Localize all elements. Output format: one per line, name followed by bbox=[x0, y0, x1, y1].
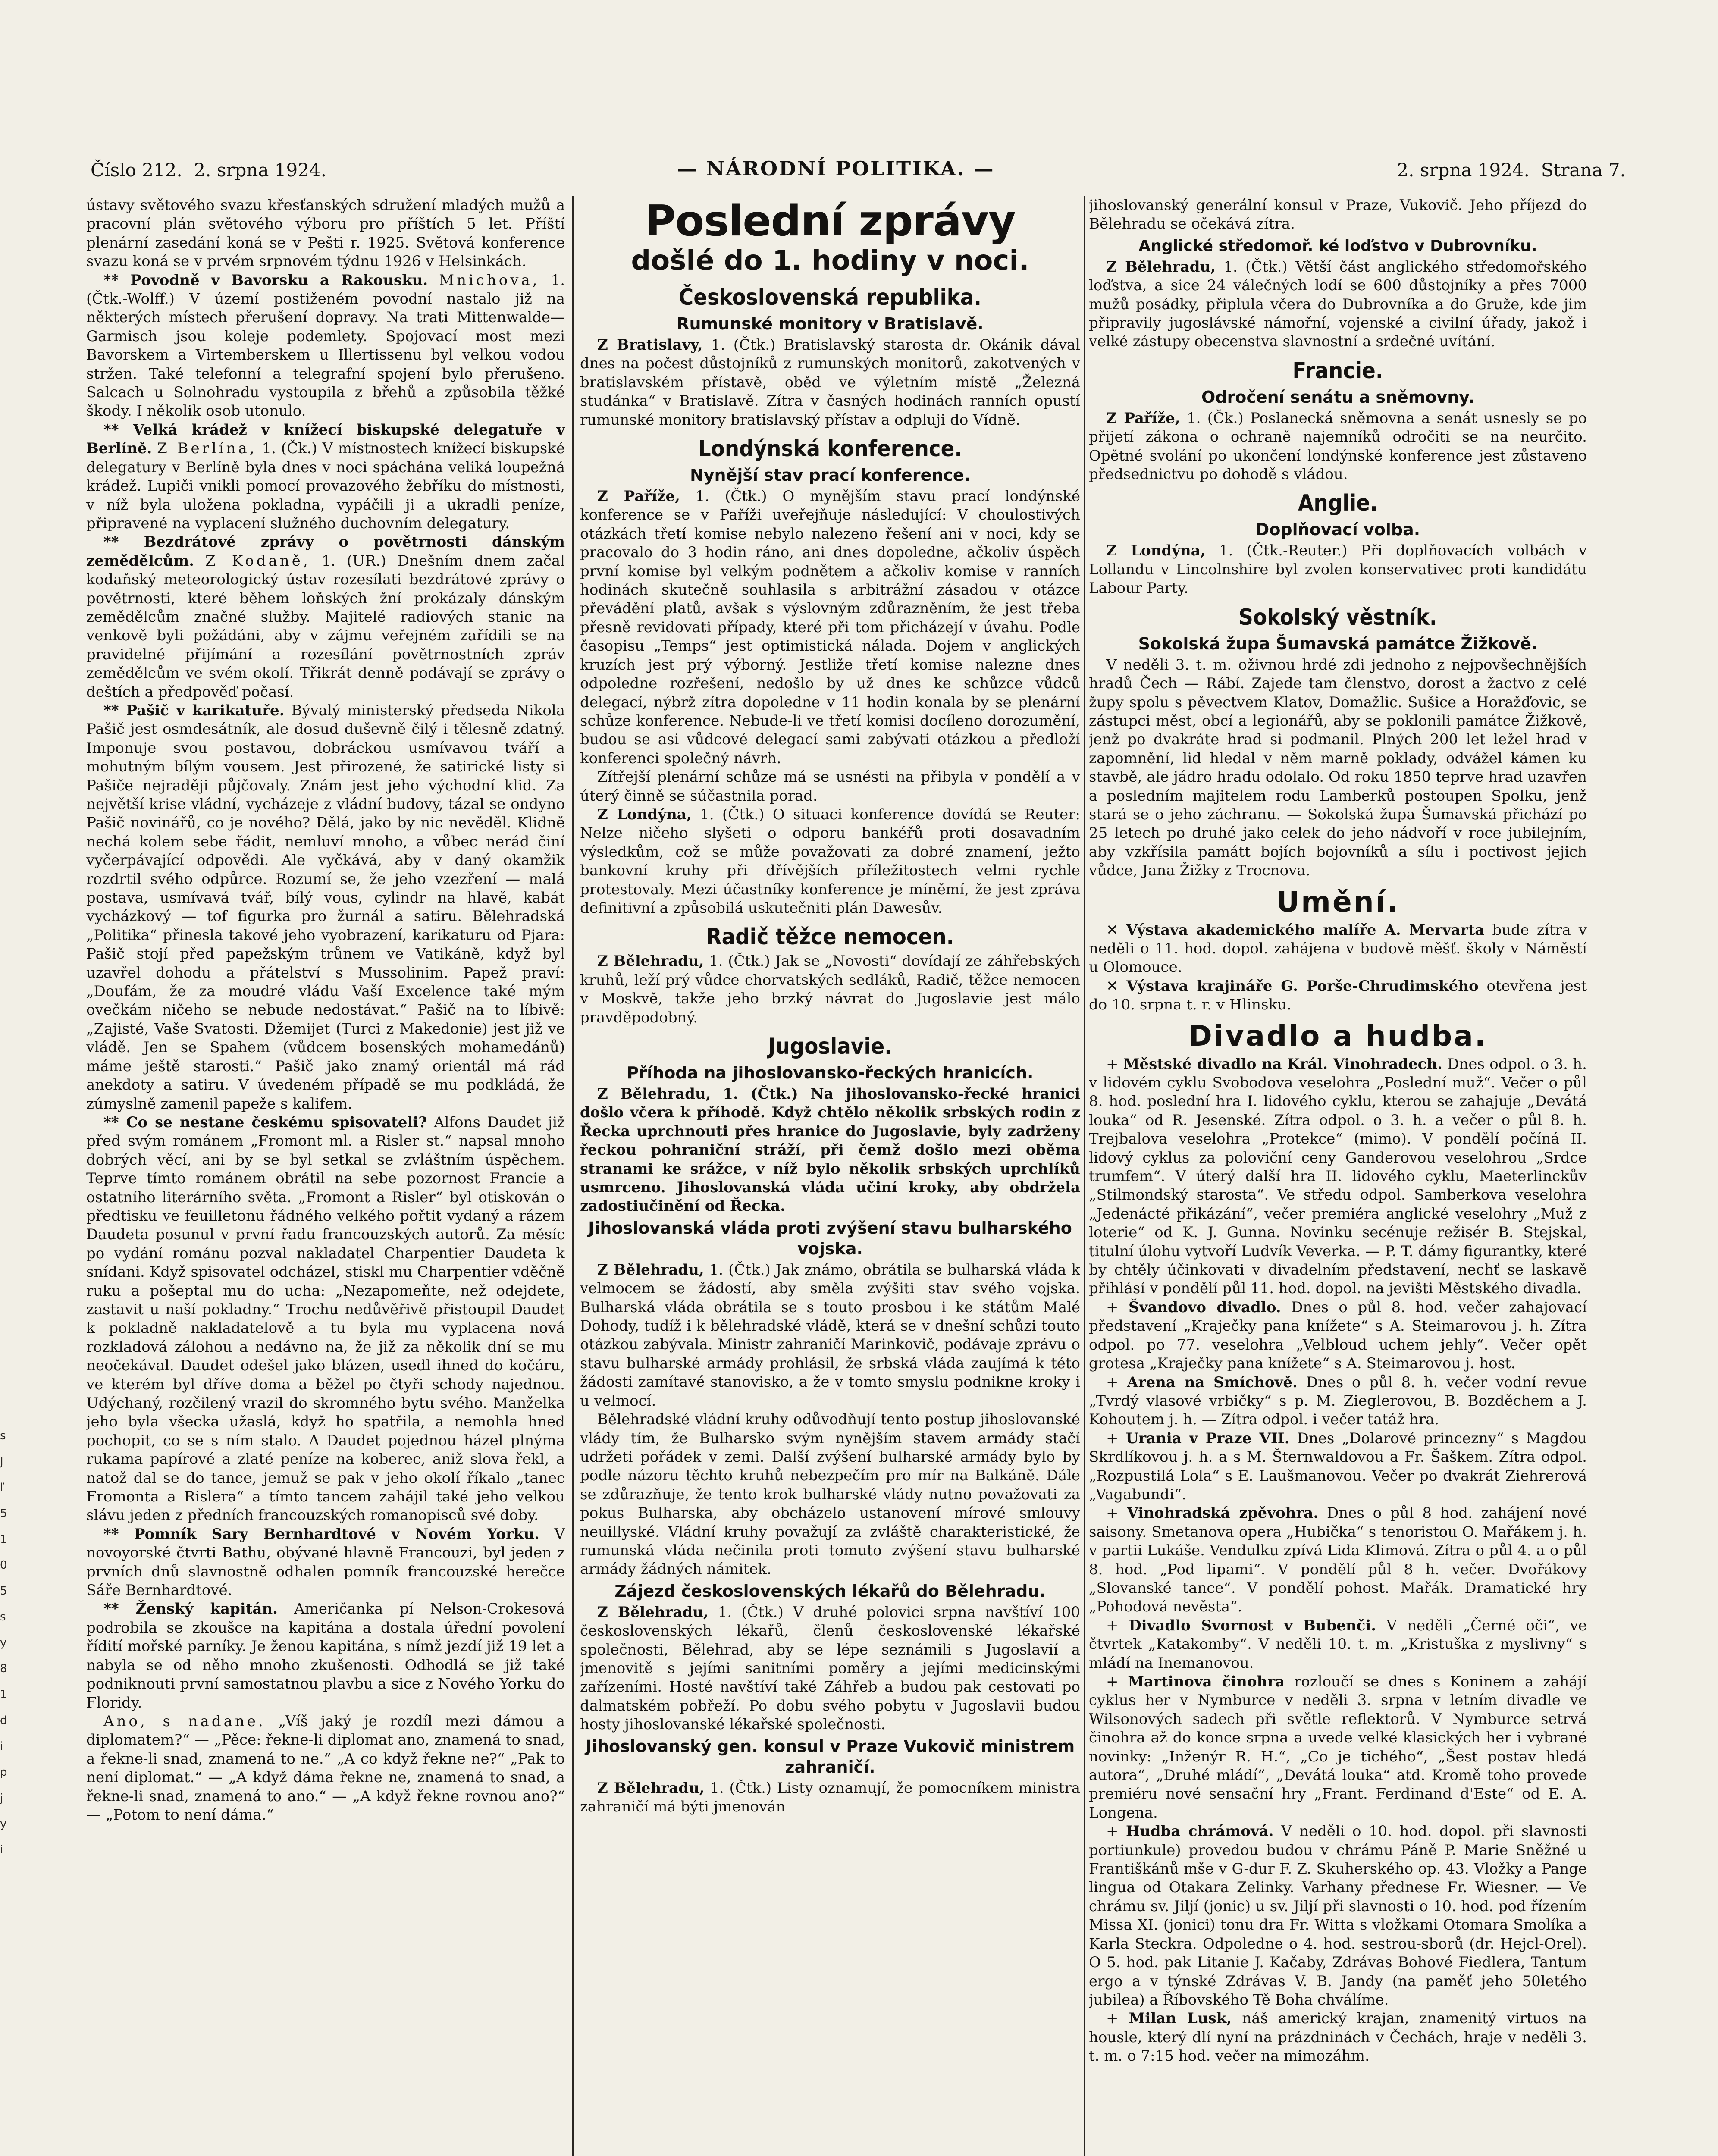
dateline-place: Z Bělehradu, bbox=[597, 1603, 709, 1621]
article-paragraph bbox=[1089, 258, 1587, 351]
margin-mark: 5 bbox=[0, 1507, 7, 1520]
margin-mark: y bbox=[0, 1636, 7, 1649]
article-body: rozloučí se dnes s Koninem a zahájí cyklus her v Nymburce v neděli 3. srpna v letním divadle ve Wilsonových sadech při světle reflektorů. V Nymburce setrvá činohra až do konce srpna a uvede velké klasických her i vybrané novinky: „Inženýr R. H.“, „Co je tichého“, „Šest postav hledá autora“, „Druhé mládí“, „Devátá louka“ atd. Kromě toho provede premiéru nové sensační hry „Frant. Ferdinand d'Este“ od E. A. Longena. bbox=[1089, 1673, 1587, 1821]
dateline-place: Z Kodaně, bbox=[205, 552, 310, 570]
header-date-right: 2. srpna 1924. bbox=[1397, 160, 1530, 181]
margin-mark: J bbox=[0, 1455, 3, 1468]
article-heading: Zájezd československých lékařů do Bělehradu. bbox=[614, 1581, 1046, 1601]
article-headline: ** Ženský kapitán. bbox=[103, 1600, 278, 1618]
article-paragraph bbox=[580, 1085, 1080, 1216]
article-body: 1. (Čtk.) Jak známo, obrátila se bulharská vláda k velmocem se žádostí, aby směla zvýšiti stav svého vojska. Bulharská vláda obrátila se s touto prosbou i ke státům Malé Dohody, tudíž i k bělehradské vládě, která se v dnešní schůzi touto otázkou zabývala. Ministr zahraničí Marinkovič, podávaje zprávu o stavu bulharské armády prohlásil, že srbská vláda zaujímá k této žádosti zamítavé stanovisko, a že v tomto smyslu podnikne kroky i u velmocí. bbox=[580, 1261, 1080, 1410]
article-kapitan bbox=[86, 1600, 565, 1712]
dateline-place: Mnichova, bbox=[439, 271, 540, 289]
article-pasic bbox=[86, 702, 565, 1113]
section-heading: Anglie. bbox=[1298, 490, 1378, 517]
article-body: V novoyorské čtvrti Bathu, obývané hlavně Francouzi, byl jeden z prvních dnů slavnostně odhalen pomník francouzské herečce Sáře Bernhardtové. bbox=[86, 1525, 565, 1599]
article-headline: Divadlo Svornost v Bubenči. bbox=[1129, 1617, 1376, 1634]
article-paragraph bbox=[580, 336, 1080, 429]
header-right bbox=[1397, 160, 1626, 181]
page-header bbox=[91, 157, 1626, 190]
article-headline: Výstava krajináře G. Porše-Chrudimského bbox=[1126, 977, 1479, 995]
article-body: Dnes o půl 8. hod. večer zahajovací představení „Kraječky pana knížete“ s A. Steimarovou j. h. Zítra odpol. po 77. veselohra „Velbloud uchem jehly“. Večer opět grotesa „Kraječky pana knížete“ s A. Steimarovou j. host. bbox=[1089, 1298, 1587, 1373]
section-heading: Umění. bbox=[1276, 885, 1400, 918]
article-anekdota bbox=[86, 1712, 565, 1824]
article-body: 1. (Čtk.) Větší část anglického středomořského loďstva, a sice 24 válečných lodí se 600 důstojníky a přes 7000 mužů posádky, připlula včera do Dubrovníka a do Gruže, kde jim připravily jugoslávské námořní, vojenské a civilní úřady, jakož i velké zástupy obecenstva slavnostní a srdečné uvítání. bbox=[1089, 258, 1587, 351]
article-body: Bývalý ministerský předseda Nikola Pašič jest osmdesátník, ale dosud duševně čilý i tělesně zdatný. Imponuje svou postavou, dobráckou usmívavou tváří a mohutným bílým vousem. Jest přirozené, že satirické listy si Pašiče nejraději půjčovaly. Znám jest jeho východní klid. Za největší krise vládní, vycházeje z vládní budovy, tázal se ondyno Pašič novinářů, co je nového? Dělá, jako by nic nevěděl. Klidně nechá kolem sebe řádit, nemluví mnoho, a vůbec nerád činí vyčerpávající odpovědi. Ale vyčkává, aby v daný okamžik rozdrtil svého odpůrce. Rozumí se, že jeho vzezření — malá postava, usmívavá tvář, bílý vous, cylindr na hlavě, kabát vycházkový — tof figurka pro žurnál a satiru. Bělehradská „Politika“ přinesla takové jeho vyobrazení, karikaturu od Pjara: Pašič stojí před papežským trůnem ve Vatikáně, když byl uzavřel dohodu a přátelství s Mussolinim. Papež praví: „Doufám, že za moudré vládu Vaší Excelence také mým ovečkám ničeho se nebude nedostávat.“ Pašič na to líbivě: „Zajisté, Vaše Svatosti. Džemijet (Turci z Makedonie) jest již ve vládě. Jen se Spahem (vůdcem bosenských mohamedánů) máme ještě starosti.“ Pašič jako znamý orientál má rád anekdoty a satiru. V úvedeném případě se mu podkládá, že zúmyslně zamenil papeže s kalifem. bbox=[86, 702, 565, 1112]
article-paragraph: ✕ Výstava akademického malíře A. Mervarta bude zítra v neděli o 11. hod. dopol. zahájena v budově měšť. školy v Náměstí u Olomouce. bbox=[1089, 921, 1587, 976]
article-body: Američanka pí Nelson-Crokesová podrobila se zkoušce na kapitána a dostala úřední povolení řídití mořské parníky. Je ženou kapitána, s nímž jezdí již 19 let a nabyla se od něho mnoho zkušenosti. Odhodlá se již také podniknouti první samostatnou plavbu a sice z Nového Yorku do Floridy. bbox=[86, 1600, 565, 1711]
article-heading: Jihoslovanský gen. konsul v Praze Vukovič ministrem zahraničí. bbox=[585, 1736, 1075, 1777]
article-body: V neděli o 10. hod. dopol. při slavnosti portiunkule) provedou budou v chrámu Páně P. Marie Sněžné u Františkánů mše v G-dur F. Z. Skuherského op. 43. Vložky a Pange lingua od Otakara Zelinky. Varhany přednese Fr. Wiesner. — Ve chrámu sv. Jiljí (jonic) u sv. Jiljí při slavnosti o 10. hod. pod řízením Missa XI. (jonici) tonu dra Fr. Witta s vložkami Otomara Smolíka a Karla Steckra. Odpoledne o 4. hod. sestrou-sborů (dr. Hejcl-Orel). O 5. hod. pak Litanie J. Kačaby, Zdrávas Bohové Fiedlera, Tantum ergo a v týnské Zdrávas V. B. Jandy (na paměť jeho 50letého jubilea) a Říbovského Tě Boha chválíme. bbox=[1089, 1823, 1587, 2009]
article-body: 1. (UR.) Dnešním dnem začal kodaňský meteorologický ústav rozesílati bezdrátové zprávy o povětrnosti, které během loňských žní prokázaly dánským zemědělcům značné služby. Majitelé radiových stanic na venkově byli požádáni, aby v zájmu veřejném zařídili se na pravidelné přijímání a rozesílání povětrnostních zpráv zemědělcům ve svém okolí. Třikrát denně podávají se zprávy o deštích a předpověď počasí. bbox=[86, 552, 565, 701]
margin-mark: 1 bbox=[0, 1533, 7, 1546]
article-headline: Hudba chrámová. bbox=[1125, 1823, 1274, 1840]
margin-mark: i bbox=[0, 1843, 3, 1856]
article-paragraph: V neděli 3. t. m. oživnou hrdé zdi jednoho z nejpovšechnějších hradů Čech — Rábí. Zajede tam členstvo, dorost a žactvo z celé župy spolu s pěvectvem Klatov, Domažlic. Sušice a Horažďovic, se zástupci měst, obcí a legionářů, aby se poklonili památce Žižkově, jenž po dvakráte hrad si podmanil. Plných 200 let ležel hrad v zapomnění, lid hledal v něm marně poklady, odvážel kámen ku stavbě, ale jádro hradu odolalo. Od roku 1850 teprve hrad uzavřen a posledním majitelem rodu Lamberků postoupen Spolku, jenž stará se o jeho záchranu. — Sokolská župa Šumavská přichází po 25 letech po druhé jako celek do jeho nádvoří v roce jubilejním, aby vzkřísila památt bojích bojovníků a sílu i poctivost jejich vůdce, Jana Žižky z Trocnova. bbox=[1089, 656, 1587, 880]
article-body: „Víš jaký je rozdíl mezi dámou a diplomatem?“ — „Pěce: řekne-li diplomat ano, znamená to snad, a řekne-li snad, znamená to ne.“ „A co když řekne ne?“ „Pak to není diplomat.“ — „A když dáma řekne ne, znamená to snad, a řekne-li snad, znamená to ano.“ — „A když řekne rovnou ano?“ — „Potom to není dáma.“ bbox=[86, 1712, 565, 1824]
header-left bbox=[91, 160, 326, 181]
article-paragraph: + Milan Lusk, náš americký krajan, znamenitý virtuos na housle, který dlí nyní na prázdninách v Čechách, hraje v neděli 3. t. m. o 7:15 hod. večer na mimozáhm. bbox=[1089, 2010, 1587, 2065]
margin-mark: y bbox=[0, 1818, 7, 1830]
dateline-place: Z Paříže, bbox=[597, 488, 680, 505]
article-body: 1. (Čtk.) Jak se „Novosti“ dovídají ze záhřebských kruhů, leží prý vůdce chorvatských sedláků, Radič, těžce nemocen v Moskvě, takže jeho brzký návrat do Jugoslavie jest málo pravděpodobný. bbox=[580, 953, 1080, 1026]
margin-mark: 5 bbox=[0, 1585, 7, 1598]
article-heading: Příhoda na jihoslovansko-řeckých hranicích. bbox=[627, 1063, 1034, 1082]
article-paragraph bbox=[580, 487, 1080, 768]
margin-mark: i bbox=[0, 1740, 3, 1753]
article-body: 1. (Čtk.) Bratislavský starosta dr. Okánik dával dnes na počest důstojníků z rumunských monitorů, zakotvených v bratislavském přístavě, oběd ve výletním místě „Železná studánka“ v Bratislavě. Zítra v časných hodinách ranních opustí rumunské monitory bratislavský přístav a odpluji do Vídně. bbox=[580, 336, 1080, 429]
article-headline: Martinova činohra bbox=[1128, 1673, 1285, 1690]
article-headline: ** Pašič v karikatuře. bbox=[103, 702, 285, 719]
section-subtitle-deadline: došlé do 1. hodiny v noci. bbox=[631, 245, 1029, 277]
article-paragraph bbox=[580, 805, 1080, 918]
column-1 bbox=[86, 196, 565, 2156]
article-paragraph bbox=[580, 1603, 1080, 1734]
article-headline: Ano, s nadane. bbox=[103, 1712, 266, 1730]
page-number: Strana 7. bbox=[1541, 160, 1626, 181]
article-paragraph: + Urania v Praze VII. Dnes „Dolarové princezny“ s Magdou Skrdlíkovou j. h. a s M. Šternwaldovou a Fr. Šaškem. Zítra odpol. „Rozpustilá Lola“ s E. Laušmanovou. Večer po dvakrát Ziehrerová „Vagabundi“. bbox=[1089, 1429, 1587, 1503]
section-heading: Francie. bbox=[1292, 357, 1383, 384]
section-heading: Divadlo a hudba. bbox=[1188, 1019, 1487, 1053]
article-body: 1. (Čtk.-Wolff.) V území postiženém povodní nastalo již na některých místech přerušení dopravy. Na trati Mittenwalde—Garmisch jsou koleje podemlety. Spojovací most mezi Bavorskem a Virtemberskem u Illertissenu byl velkou vodou stržen. Také telefonní a telegrafní spojení bylo přerušeno. Salcach u Solnohradu vystoupila z břehů a způsobila těžké škody. I několik osob utonulo. bbox=[86, 271, 565, 420]
article-body: Dnes „Dolarové princezny“ s Magdou Skrdlíkovou j. h. a s M. Šternwaldovou a Fr. Šaškem. Zítra odpol. „Rozpustilá Lola“ s E. Laušmanovou. Večer po dvakrát Ziehrerová „Vagabundi“. bbox=[1089, 1429, 1587, 1503]
article-body: Dnes o půl 8 hod. zahájení nové saisony. Smetanova opera „Hubička“ s tenoristou O. Mařákem j. h. v partii Lukáše. Vendulku zpívá Lida Klimová. Zítra o půl 4. a o půl 8. hod. „Pod lipami“. V pondělí půl 8 h. večer. Dvořákovy „Slovanské tance“. V pondělí pohost. Mařák. Dramatické hry „Pohodová nevěsta“. bbox=[1089, 1504, 1587, 1616]
section-heading: Jugoslavie. bbox=[768, 1034, 892, 1059]
article-paragraph bbox=[1089, 542, 1587, 598]
article-paragraph: + Hudba chrámová. V neděli o 10. hod. dopol. při slavnosti portiunkule) provedou budou v chrámu Páně P. Marie Sněžné u Františkánů mše v G-dur F. Z. Skuherského op. 43. Vložky a Pange lingua od Otakara Zelinky. Varhany přednese Fr. Wiesner. — Ve chrámu sv. Jiljí (jonic) u sv. Jiljí při slavnosti o 10. hod. pod řízením Missa XI. (jonici) tonu dra Fr. Witta s vložkami Otomara Smolíka a Karla Steckra. Odpoledne o 4. hod. sestrou-sborů (dr. Hejcl-Orel). O 5. hod. pak Litanie J. Kačaby, Zdrávas Bohové Fiedlera, Tantum ergo a v týnské Zdrávas V. B. Jandy (na paměť jeho 50letého jubilea) a Říbovského Tě Boha chválíme. bbox=[1089, 1823, 1587, 2009]
article-heading: Nynější stav prací konference. bbox=[690, 466, 971, 485]
dateline-place: Z Berlína, bbox=[157, 440, 257, 458]
article-paragraph bbox=[580, 1779, 1080, 1817]
margin-mark: s bbox=[0, 1429, 6, 1442]
article-body: Dnes o půl 8. h. večer vodní revue „Tvrdý vlasové vrbičky“ s p. M. Zieglerovou, B. Bozděchem a J. Kohoutem j. h. — Zítra odpol. i večer tatáž hra. bbox=[1089, 1373, 1587, 1429]
margin-mark: 1 bbox=[0, 1688, 7, 1701]
article-headline: ** Povodně v Bavorsku a Rakousku. bbox=[103, 271, 428, 289]
article-body: 1. (Čtk.) O situaci konference dovídá se Reuter: Nelze ničeho slyšeti o odporu bankéřů proti dosavadním výsledkům, což se může považovati za dobré znamení, ježto bankovní kruhy při dřívějších příležitostech velmi rychle protestovaly. Mezi účastníky konference je míněmí, že jest zpráva definitivní a způsobilá uskutečniti plán Dawesův. bbox=[580, 805, 1080, 917]
article-body: 1. (Čtk.) O mynějším stavu prací londýnské konference se v Paříži uveřejňuje následující: V choulostivých otázkách třetí komise nebylo nalezeno řešení ani v noci, kdy se pracovalo do 3 hodin ráno, ani dnes dopoledne, ačkoliv úspěch první komise byl velkým podnětem a ačkoliv komise v ranních hodinách skutečně souhlasila s arbitrážní zásadou v otázce převádění platů, avšak s výslovným zdůrazněním, že jest třeba přesně revidovati případy, které při tom přicházejí v úvahu. Podle časopisu „Temps“ jest optimistická nálada. Dojem v anglických kruzích jest prý výborný. Jestliže třetí komise nalezne dnes odpoledne rozřešení, nedošlo by už dnes ke schůzce vůdců delegací, nýbrž zítra dopoledne v 11 hodin konala by se plenární schůze konference. Nebude-li ve třetí komisi docíleno dorozumění, budou se asi vůdcové delegací sami zabývati otázkou a předloží konferenci společný návrh. bbox=[580, 488, 1080, 767]
margin-mark: p bbox=[0, 1766, 7, 1779]
column-2 bbox=[580, 196, 1080, 2156]
article-paragraph: ✕ Výstava krajináře G. Porše-Chrudimského otevřena jest do 10. srpna t. r. v Hlinsku. bbox=[1089, 977, 1587, 1014]
article-headline: Výstava akademického malíře A. Mervarta bbox=[1126, 921, 1485, 939]
article-headline: ** Velká krádež v knížecí biskupské delegatuře v Berlíně. bbox=[86, 421, 565, 458]
dateline-place: Z Londýna, bbox=[1106, 542, 1206, 560]
margin-mark: j bbox=[0, 1792, 3, 1805]
section-heading: Londýnská konference. bbox=[698, 436, 962, 462]
article-paragraph bbox=[580, 1261, 1080, 1410]
section-title-latest-news: Poslední zprávy bbox=[645, 197, 1016, 246]
column-rule-2 bbox=[1084, 196, 1085, 2156]
dateline-place: Z Bělehradu, bbox=[597, 953, 704, 970]
article-headline: ** Pomník Sary Bernhardtové v Novém Yorku. bbox=[103, 1525, 540, 1543]
article-paragraph: + Arena na Smíchově. Dnes o půl 8. h. večer vodní revue „Tvrdý vlasové vrbičky“ s p. M. Zieglerovou, B. Bozděchem a J. Kohoutem j. h. — Zítra odpol. i večer tatáž hra. bbox=[1089, 1373, 1587, 1429]
article-paragraph: Zítřejší plenární schůze má se usnésti na přibyla v pondělí a v úterý činně se súčastnila porad. bbox=[580, 768, 1080, 805]
article-paragraph bbox=[580, 952, 1080, 1027]
column-3 bbox=[1089, 196, 1587, 2156]
dateline-place: Z Londýna, bbox=[597, 805, 692, 823]
article-body: Alfons Daudet již před svým románem „Fromont ml. a Risler st.“ napsal mnoho dobrých věcí, ani by se byl setkal se zvláštním úspěchem. Teprve tímto románem obrátil na sebe pozornost Francie a ostatního literárního světa. „Fromont a Risler“ byl otiskován o předtisku ve feuilletonu řádného velkého pořtit vydaný a rázem Daudeta posunul v první řadu francouzských autorů. Za měsíc po vydání románu pozval nakladatel Charpentier Daudeta k snídani. Když spisovatel odcházel, stiskl mu Charpentier vděčně ruku a pošeptal mu do ucha: „Nezapomeňte, než odejdete, zastavit u naší pokladny.“ Trochu nedůvěřivě přistoupil Daudet k pokladně nakladatelově a tu byla mu vyplacena nová rozkladová zálohou a nedávno na, že již za několik dní se mu neočekával. Daudet odešel jako blázen, usedl ihned do kočáru, ve kterém byl dříve doma a běžel po čtyři schody najednou. Udýchaný, rozčilený vrazil do skromného bytu svého. Manželka jeho byla všecka užaslá, když ho spatřila, a nemohla hned pochopit, co se s ním stalo. A Daudet pojednou házel plnýma rukama papírové a zlaté peníze na koberec, aniž slova řekl, a natož dal se do tance, jemuž se pak v jeho okolí říkalo „tanec Fromonta a Rislera“ a tímto tancem zahájil také jeho velkou slávu jeden z předních francouzských romanopisců své doby. bbox=[86, 1113, 565, 1524]
dateline-place: Z Bělehradu, bbox=[597, 1085, 711, 1103]
margin-mark: ľ bbox=[0, 1481, 4, 1494]
article-headline: Městské divadlo na Král. Vinohradech. bbox=[1123, 1055, 1442, 1073]
article-body: 1. (Čk.) Poslanecká sněmovna a senát usnesly se po přijetí zákona o ochraně najemníků odročiti se na neurčito. Opětné svolání po ukončení londýnské konference jest zůstaveno předsednictvu po dohodě s vládou. bbox=[1089, 409, 1587, 483]
article-paragraph: + Martinova činohra rozloučí se dnes s Koninem a zahájí cyklus her v Nymburce v neděli 3. srpna v letním divadle ve Wilsonových sadech při světle reflektorů. V Nymburce setrvá činohra až do konce srpna a uvede velké klasických her i vybrané novinky: „Inženýr R. H.“, „Co je tichého“, „Šest postav hledá autora“, „Druhé mládí“, „Devátá louka“ atd. Kromě toho provede premiéru nové sensační hry „Frant. Ferdinand d'Este“ od E. A. Longena. bbox=[1089, 1673, 1587, 1821]
article-paragraph bbox=[1089, 409, 1587, 484]
margin-mark: 0 bbox=[0, 1559, 7, 1572]
column-rule-1 bbox=[572, 196, 574, 2156]
article-heading: Jihoslovanská vláda proti zvýšení stavu bulharského vojska. bbox=[588, 1218, 1072, 1258]
margin-mark: 8 bbox=[0, 1662, 7, 1675]
dateline-place: Z Bělehradu, bbox=[597, 1779, 705, 1797]
article-paragraph: ústavy světového svazu křesťanských sdružení mladých mužů a pracovní plán světového výboru pro příštích 5 let. Příští plenární zasedání koná se v Pešti r. 1925. Světová konference svazu koná se v prvém srpnovém týdnu 1926 v Helsinkách. bbox=[86, 197, 565, 270]
article-heading: Rumunské monitory v Bratislavě. bbox=[677, 314, 984, 333]
article-paragraph: jihoslovanský generální konsul v Praze, Vukovič. Jeho příjezd do Bělehradu se očekává zítra. bbox=[1089, 197, 1587, 233]
article-paragraph: + Divadlo Svornost v Bubenči. V neděli „Černé oči“, ve čtvrtek „Katakomby“. V neděli 10. t. m. „Kristuška z myslivny“ s mládí na Inemanovou. bbox=[1089, 1617, 1587, 1672]
article-heading: Sokolská župa Šumavská památce Žižkově. bbox=[1138, 634, 1538, 653]
article-heading: Doplňovací volba. bbox=[1255, 520, 1420, 539]
section-heading: Sokolský věstník. bbox=[1238, 604, 1437, 630]
margin-mark: s bbox=[0, 1611, 6, 1623]
article-body: V neděli „Černé oči“, ve čtvrtek „Katakomby“. V neděli 10. t. m. „Kristuška z myslivny“ s mládí na Inemanovou. bbox=[1089, 1617, 1587, 1672]
article-headline: Arena na Smíchově. bbox=[1127, 1373, 1298, 1391]
article-body: 1. (Čtk.) Listy oznamují, že pomocníkem ministra zahraničí má býti jmenován bbox=[580, 1779, 1080, 1815]
article-body: 1. (Čtk.) V druhé polovici srpna navštíví 100 československých lékařů, členů československé lékařské společnosti, Bělehrad, aby se lépe seznámili s Jugoslavií a jmenovitě s jejími sanitními poměry a jejími medicinskými zařízeními. Hosté navštíví také Záhřeb a budou pak cestovati po dalmatském pobřeží. Po dobu svého pobytu v Jugoslavii budou hosty jihoslovanské lékařské společnosti. bbox=[580, 1603, 1080, 1733]
article-body: otevřena jest do 10. srpna t. r. v Hlinsku. bbox=[1089, 977, 1587, 1014]
article-headline: ** Co se nestane českému spisovateli? bbox=[103, 1113, 427, 1131]
left-margin-marks bbox=[0, 1423, 11, 2156]
article-headline: Vinohradská zpěvohra. bbox=[1127, 1504, 1319, 1522]
article-heading: Anglické středomoř. ké loďstvo v Dubrovníku. bbox=[1138, 237, 1537, 255]
article-headline: Švandovo divadlo. bbox=[1129, 1298, 1281, 1316]
article-headline: Urania v Praze VII. bbox=[1125, 1429, 1290, 1447]
article-body: náš americký krajan, znamenitý virtuos na housle, který dlí nyní na prázdninách v Čechách, hraje v neděli 3. t. m. o 7:15 hod. večer na mimozáhm. bbox=[1089, 2010, 1587, 2065]
section-heading: Radič těžce nemocen. bbox=[706, 924, 954, 950]
dateline-place: Z Bělehradu, bbox=[597, 1261, 704, 1279]
article-body: 1. (Čtk.) Na jihoslovansko-řecké hranici došlo včera k příhodě. Když chtělo několik srbských rodin z Řecka uprchnouti přes hranice do Jugoslavie, byly zadrženy řeckou pohraniční stráží, při čemž došlo mezi oběma stranami ke srážce, v níž bylo několik srbských uprchlíků usmrceno. Jihoslovanská vláda učiní kroky, aby obdržela zadostiučinění od Řecka. bbox=[580, 1085, 1080, 1215]
article-heading: Odročení senátu a sněmovny. bbox=[1201, 387, 1475, 407]
header-date-left: 2. srpna 1924. bbox=[194, 160, 327, 181]
dateline-place: Z Bělehradu, bbox=[1106, 258, 1216, 276]
article-bernhardt bbox=[86, 1525, 565, 1600]
article-body: 1. (Čtk.-Reuter.) Při doplňovacích volbách v Lollandu v Lincolnshire byl zvolen konservativec proti kandidátu Labour Party. bbox=[1089, 542, 1587, 597]
article-body: bude zítra v neděli o 11. hod. dopol. zahájena v budově měšť. školy v Náměstí u Olomouce. bbox=[1089, 921, 1587, 976]
article-headline: Milan Lusk, bbox=[1129, 2010, 1232, 2028]
article-povetrnost bbox=[86, 533, 565, 702]
dateline-place: Z Paříže, bbox=[1106, 409, 1180, 427]
article-paragraph: + Švandovo divadlo. Dnes o půl 8. hod. večer zahajovací představení „Kraječky pana knížete“ s A. Steimarovou j. h. Zítra odpol. po 77. veselohra „Velbloud uchem jehly“. Večer opět grotesa „Kraječky pana knížete“ s A. Steimarovou j. host. bbox=[1089, 1298, 1587, 1373]
issue-number: Číslo 212. bbox=[91, 160, 182, 181]
section-heading: Československá republika. bbox=[678, 285, 982, 310]
article-paragraph: + Vinohradská zpěvohra. Dnes o půl 8 hod. zahájení nové saisony. Smetanova opera „Hubička“ s tenoristou O. Mařákem j. h. v partii Lukáše. Vendulku zpívá Lida Klimová. Zítra o půl 4. a o půl 8. hod. „Pod lipami“. V pondělí půl 8 h. večer. Dvořákovy „Slovanské tance“. V pondělí pohost. Mařák. Dramatické hry „Pohodová nevěsta“. bbox=[1089, 1504, 1587, 1616]
article-kradez bbox=[86, 421, 565, 533]
article-povodne bbox=[86, 271, 565, 421]
margin-mark: d bbox=[0, 1714, 7, 1727]
article-paragraph: + Městské divadlo na Král. Vinohradech. Dnes odpol. o 3. h. v lidovém cyklu Svobodova veselohra „Poslední muž“. Večer o půl 8. hod. poslední hra I. lidového cyklu, kterou se zahajuje „Devátá louka“ od R. Jesenské. Zítra odpol. o 3. h. a večer o půl 8. h. Trejbalova veselohra „Protekce“ (mimo). V pondělí počíná II. lidový cyklus za poloviční ceny Ganderovou veselohrou „Srdce trumfem“. V úterý další hra II. lidového cyklu, Maeterlinckův „Stilmondský starosta“. Ve středu odpol. Samberkova veselohra „Jedenácté přikázání“, večer premiéra anglické veselohry „Muž z loterie“ od K. J. Gunna. Novinku secénuje režisér B. Stejskal, titulní úlohu vytvoří Ludvík Veverka. — P. T. dámy figurantky, které by chtěly účinkovati v divadelním představení, nechť se laskavě přihlásí v pondělí půl 11. hod. dopol. na jevišti Městského divadla. bbox=[1089, 1055, 1587, 1297]
article-body: Dnes odpol. o 3. h. v lidovém cyklu Svobodova veselohra „Poslední muž“. Večer o půl 8. hod. poslední hra I. lidového cyklu, kterou se zahajuje „Devátá louka“ od R. Jesenské. Zítra odpol. o 3. h. a večer o půl 8. h. Trejbalova veselohra „Protekce“ (mimo). V pondělí počíná II. lidový cyklus za poloviční ceny Ganderovou veselohrou „Srdce trumfem“. V úterý další hra II. lidového cyklu, Maeterlinckův „Stilmondský starosta“. Ve středu odpol. Samberkova veselohra „Jedenácté přikázání“, večer premiéra anglické veselohry „Muž z loterie“ od K. J. Gunna. Novinku secénuje režisér B. Stejskal, titulní úlohu vytvoří Ludvík Veverka. — P. T. dámy figurantky, které by chtěly účinkovati v divadelním představení, nechť se laskavě přihlásí v pondělí půl 11. hod. dopol. na jevišti Městského divadla. bbox=[1089, 1055, 1587, 1297]
article-headline: ** Bezdrátové zprávy o povětrnosti dánským zemědělcům. bbox=[86, 533, 565, 570]
article-body: 1. (Čk.) V místnostech knížecí biskupské delegatury v Berlíně byla dnes v noci spáchána veliká loupežná krádež. Lupiči vnikli pomocí provazového žebříku do místnosti, v níž byla uložena pokladna, vypáčili ji a ukradli peníze, připravené na vyplacení služného duchovním delegatury. bbox=[86, 440, 565, 532]
article-daudet bbox=[86, 1113, 565, 1525]
dateline-place: Z Bratislavy, bbox=[597, 336, 703, 354]
article-paragraph: Bělehradské vládní kruhy odůvodňují tento postup jihoslovanské vlády tím, že Bulharsko svým nynějším stavem armády stačí udržeti pořádek v zemi. Další zvýšení bulharské armády bylo by podle názoru těchto kruhů nebezpečím pro mír na Balkáně. Dále se zdůrazňuje, že tento krok bulharské vlády nutno považovati za pokus Bulharska, aby obcházelo ustanovení mírové smlouvy neuillyské. Vládní kruhy považují za zvláště charakteristické, že rumunská vláda nečinila proti tomuto zvýšení stavu bulharské armády žádných námitek. bbox=[580, 1411, 1080, 1578]
newspaper-title: — NÁRODNÍ POLITIKA. — bbox=[677, 157, 995, 180]
